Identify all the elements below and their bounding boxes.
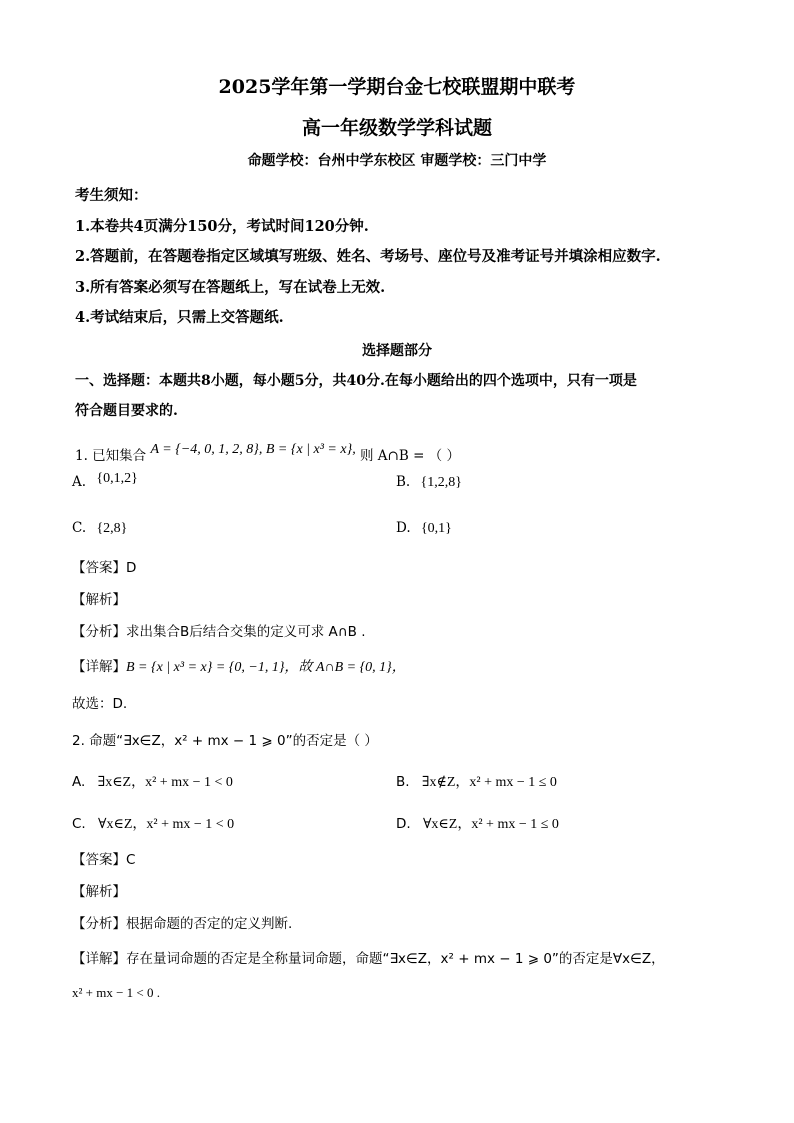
q1-stem-math: A = {−4, 0, 1, 2, 8}, B = {x | x³ = x}, [150, 442, 356, 457]
q2-option-a [72, 771, 233, 791]
option-text: {0,1,2} [96, 471, 138, 486]
option-label: B. [396, 474, 411, 490]
option-label: A. [72, 774, 86, 790]
q2-fenxi [72, 912, 292, 932]
xiangjie-text: 存在量词命题的否定是全称量词命题，命题“∃x∈Z，x² + mx − 1 ⩾ 0”的否定是∀x∈Z， [126, 951, 665, 967]
option-label: A. [72, 474, 87, 490]
fenxi-tag: 【分析】 [72, 916, 126, 932]
section-title: 选择题部分 [362, 343, 432, 359]
q1-answer [72, 556, 136, 576]
q1-option-b [396, 474, 462, 491]
answer-tag: 【答案】 [72, 560, 126, 576]
q2-xiangjie-cont: x² + mx − 1 < 0 . [72, 985, 161, 1000]
q1-conclusion: 故选：D. [72, 696, 128, 712]
option-label: C. [72, 816, 86, 832]
q1-fenxi [72, 620, 366, 640]
fenxi-text: 求出集合B后结合交集的定义可求 A∩B . [126, 624, 366, 640]
option-text: ∃x∈Z，x² + mx − 1 < 0 [97, 775, 233, 790]
q1-xiangjie [72, 655, 406, 676]
q2-option-d [396, 813, 559, 833]
school-info: 命题学校：台州中学东校区 审题学校：三门中学 [247, 153, 547, 169]
option-label: C. [72, 520, 87, 536]
option-text: {0,1} [420, 521, 452, 536]
section-intro: 一、选择题：本题共8小题，每小题5分，共40分.在每小题给出的四个选项中，只有一项是 [75, 373, 637, 389]
answer-value: C [126, 852, 136, 868]
q1-option-d [396, 520, 452, 537]
q1-stem-prefix: 1. 已知集合 [75, 448, 147, 464]
option-text: {1,2,8} [420, 475, 462, 490]
q1-analysis-tag: 【解析】 [72, 592, 126, 608]
xiangjie-tag: 【详解】 [72, 659, 126, 675]
option-text: ∀x∈Z，x² + mx − 1 ≤ 0 [422, 817, 559, 832]
q1-option-a [72, 471, 138, 491]
q2-answer [72, 848, 135, 868]
q2-stem: 2. 命题“∃x∈Z，x² + mx − 1 ⩾ 0”的否定是（ ） [72, 733, 378, 749]
q2-option-c [72, 813, 234, 833]
q1-stem-suffix: 则 A∩B = （ ） [360, 448, 460, 464]
q2-option-b [396, 771, 557, 791]
option-label: B. [396, 774, 410, 790]
q1-stem [75, 444, 460, 465]
notice-item: 1.本卷共4页满分150分，考试时间120分钟. [75, 218, 369, 235]
option-label: D. [396, 520, 411, 536]
exam-subtitle: 高一年级数学学科试题 [301, 117, 492, 139]
q2-xiangjie [72, 947, 665, 967]
exam-title: 2025学年第一学期台金七校联盟期中联考 [218, 76, 576, 98]
answer-tag: 【答案】 [72, 852, 126, 868]
notice-item: 2.答题前，在答题卷指定区域填写班级、姓名、考场号、座位号及准考证号并填涂相应数字. [75, 248, 661, 265]
fenxi-text: 根据命题的否定的定义判断. [126, 916, 293, 932]
answer-value: D [126, 560, 137, 576]
q2-analysis-tag: 【解析】 [72, 884, 126, 900]
fenxi-tag: 【分析】 [72, 624, 126, 640]
notice-item: 3.所有答案必须写在答题纸上，写在试卷上无效. [75, 279, 386, 296]
q1-option-c [72, 520, 127, 537]
option-text: ∃x∉Z，x² + mx − 1 ≤ 0 [421, 775, 557, 790]
section-intro-cont: 符合题目要求的. [75, 403, 178, 419]
notice-heading: 考生须知： [75, 187, 148, 204]
xiangjie-tag: 【详解】 [72, 951, 126, 967]
notice-item: 4.考试结束后，只需上交答题纸. [75, 309, 284, 326]
option-label: D. [396, 816, 411, 832]
xiangjie-text: B = {x | x³ = x} = {0, −1, 1}，故 A∩B = {0, 1}， [126, 660, 406, 675]
option-text: ∀x∈Z，x² + mx − 1 < 0 [98, 817, 235, 832]
option-text: {2,8} [96, 521, 128, 536]
